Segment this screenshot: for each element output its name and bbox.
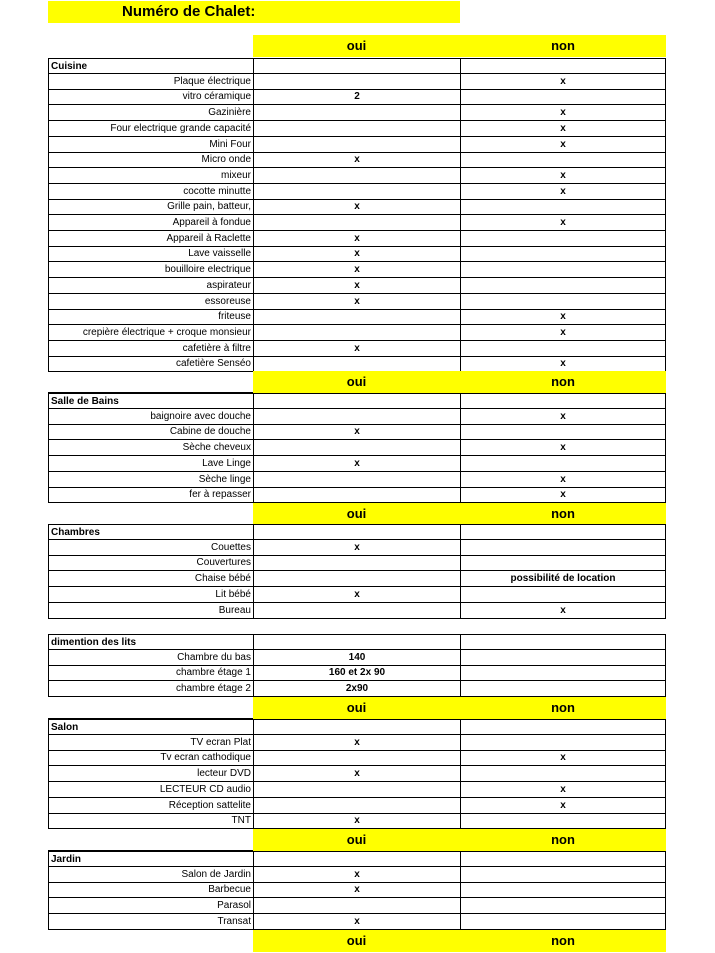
oui-cell[interactable]: x — [253, 341, 460, 357]
section-non-cell[interactable] — [460, 58, 666, 74]
oui-cell[interactable] — [253, 898, 460, 914]
item-label: chambre étage 2 — [48, 681, 253, 697]
item-label: Barbecue — [48, 882, 253, 898]
table-row — [48, 309, 666, 325]
section-oui-cell[interactable] — [253, 634, 460, 650]
item-label: aspirateur — [48, 278, 253, 294]
item-label: mixeur — [48, 168, 253, 184]
table-row — [48, 487, 666, 503]
table-row — [48, 246, 666, 262]
oui-cell[interactable]: 2x90 — [253, 681, 460, 697]
table-row — [48, 231, 666, 247]
section-oui-cell[interactable] — [253, 524, 460, 540]
column-header-row — [48, 697, 666, 719]
oui-cell[interactable] — [253, 137, 460, 153]
non-cell[interactable]: possibilité de location — [460, 571, 666, 587]
table-row — [48, 603, 666, 619]
table-row — [48, 587, 666, 603]
item-label: Lave vaisselle — [48, 246, 253, 262]
table-row — [48, 735, 666, 751]
item-label: Couvertures — [48, 555, 253, 571]
header-oui: oui — [253, 697, 460, 719]
table-row — [48, 898, 666, 914]
item-label: crepière électrique + croque monsieur — [48, 325, 253, 341]
header-non: non — [460, 697, 666, 719]
non-cell[interactable]: x — [460, 168, 666, 184]
oui-cell[interactable]: x — [253, 587, 460, 603]
oui-cell[interactable] — [253, 571, 460, 587]
item-label: Mini Four — [48, 137, 253, 153]
header-non: non — [460, 930, 666, 952]
header-oui: oui — [253, 503, 460, 525]
item-label: Gazinière — [48, 105, 253, 121]
item-label: Chaise bébé — [48, 571, 253, 587]
header-oui: oui — [253, 371, 460, 393]
item-label: bouilloire electrique — [48, 262, 253, 278]
non-cell[interactable] — [460, 650, 666, 666]
header-spacer — [48, 697, 253, 719]
oui-cell[interactable]: x — [253, 766, 460, 782]
oui-cell[interactable]: x — [253, 914, 460, 930]
oui-cell[interactable]: x — [253, 424, 460, 440]
item-label: Cabine de douche — [48, 424, 253, 440]
oui-cell[interactable] — [253, 603, 460, 619]
non-cell[interactable] — [460, 294, 666, 310]
item-label: Four electrique grande capacité — [48, 121, 253, 137]
non-cell[interactable] — [460, 665, 666, 681]
section-title: dimention des lits — [48, 634, 253, 650]
oui-cell[interactable]: x — [253, 735, 460, 751]
oui-cell[interactable]: x — [253, 199, 460, 215]
column-header-row — [48, 829, 666, 851]
non-cell[interactable] — [460, 152, 666, 168]
header-non: non — [460, 503, 666, 525]
item-label: Plaque électrique — [48, 74, 253, 90]
oui-cell[interactable]: x — [253, 456, 460, 472]
table-row — [48, 105, 666, 121]
table-row — [48, 440, 666, 456]
non-cell[interactable]: x — [460, 782, 666, 798]
oui-cell[interactable]: x — [253, 867, 460, 883]
oui-cell[interactable]: x — [253, 152, 460, 168]
section-non-cell[interactable] — [460, 524, 666, 540]
item-label: baignoire avec douche — [48, 409, 253, 425]
item-label: TNT — [48, 813, 253, 829]
table-row — [48, 168, 666, 184]
non-cell[interactable]: x — [460, 409, 666, 425]
item-label: Appareil à fondue — [48, 215, 253, 231]
oui-cell[interactable] — [253, 105, 460, 121]
item-label: fer à repasser — [48, 487, 253, 503]
header-non: non — [460, 35, 666, 57]
item-label: Sèche cheveux — [48, 440, 253, 456]
table-row — [48, 681, 666, 697]
non-cell[interactable]: x — [460, 487, 666, 503]
item-label: Chambre du bas — [48, 650, 253, 666]
header-oui: oui — [253, 35, 460, 57]
item-label: cocotte minutte — [48, 184, 253, 200]
oui-cell[interactable] — [253, 325, 460, 341]
oui-cell[interactable] — [253, 555, 460, 571]
item-label: Tv ecran cathodique — [48, 750, 253, 766]
table-row — [48, 750, 666, 766]
non-cell[interactable] — [460, 766, 666, 782]
header-non: non — [460, 371, 666, 393]
header-spacer — [48, 35, 253, 57]
section-oui-cell[interactable] — [253, 58, 460, 74]
oui-cell[interactable]: 2 — [253, 89, 460, 105]
oui-cell[interactable]: x — [253, 262, 460, 278]
item-label: LECTEUR CD audio — [48, 782, 253, 798]
section-row — [48, 634, 666, 650]
table-row — [48, 782, 666, 798]
non-cell[interactable]: x — [460, 750, 666, 766]
oui-cell[interactable] — [253, 309, 460, 325]
oui-cell[interactable] — [253, 472, 460, 488]
item-label: Parasol — [48, 898, 253, 914]
item-label: Lit bébé — [48, 587, 253, 603]
non-cell[interactable] — [460, 735, 666, 751]
table-row — [48, 456, 666, 472]
oui-cell[interactable]: 160 et 2x 90 — [253, 665, 460, 681]
section-oui-cell[interactable] — [253, 851, 460, 867]
non-cell[interactable]: x — [460, 356, 666, 372]
non-cell[interactable] — [460, 278, 666, 294]
oui-cell[interactable]: x — [253, 813, 460, 829]
oui-cell[interactable]: x — [253, 246, 460, 262]
non-cell[interactable]: x — [460, 325, 666, 341]
item-label: cafetière Senséo — [48, 356, 253, 372]
table-row — [48, 813, 666, 829]
column-header-row — [48, 930, 666, 952]
oui-cell[interactable] — [253, 487, 460, 503]
non-cell[interactable]: x — [460, 798, 666, 814]
oui-cell[interactable]: x — [253, 231, 460, 247]
section-non-cell[interactable] — [460, 393, 666, 409]
header-spacer — [48, 829, 253, 851]
column-header-row — [48, 371, 666, 393]
item-label: Micro onde — [48, 152, 253, 168]
section-row — [48, 58, 666, 74]
table-row — [48, 152, 666, 168]
non-cell[interactable]: x — [460, 74, 666, 90]
non-cell[interactable] — [460, 199, 666, 215]
oui-cell[interactable] — [253, 440, 460, 456]
table-row — [48, 472, 666, 488]
item-label: Réception sattelite — [48, 798, 253, 814]
section-title: Chambres — [48, 524, 253, 540]
header-oui: oui — [253, 829, 460, 851]
table-row — [48, 914, 666, 930]
table-row — [48, 650, 666, 666]
oui-cell[interactable]: x — [253, 540, 460, 556]
non-cell[interactable]: x — [460, 105, 666, 121]
oui-cell[interactable] — [253, 356, 460, 372]
section-title: Cuisine — [48, 58, 253, 74]
section-oui-cell[interactable] — [253, 719, 460, 735]
non-cell[interactable]: x — [460, 309, 666, 325]
oui-cell[interactable] — [253, 121, 460, 137]
non-cell[interactable]: x — [460, 137, 666, 153]
table-row — [48, 409, 666, 425]
oui-cell[interactable] — [253, 184, 460, 200]
non-cell[interactable] — [460, 813, 666, 829]
item-label: Sèche linge — [48, 472, 253, 488]
non-cell[interactable] — [460, 540, 666, 556]
non-cell[interactable] — [460, 555, 666, 571]
header-oui: oui — [253, 930, 460, 952]
item-label: Grille pain, batteur, — [48, 199, 253, 215]
non-cell[interactable]: x — [460, 603, 666, 619]
non-cell[interactable] — [460, 246, 666, 262]
table-row — [48, 278, 666, 294]
table-row — [48, 262, 666, 278]
table-row — [48, 89, 666, 105]
non-cell[interactable] — [460, 882, 666, 898]
table-row — [48, 74, 666, 90]
oui-cell[interactable] — [253, 168, 460, 184]
non-cell[interactable] — [460, 914, 666, 930]
section-title: Salle de Bains — [48, 393, 253, 409]
section-title: Jardin — [48, 851, 253, 867]
non-cell[interactable] — [460, 587, 666, 603]
table-row — [48, 571, 666, 587]
oui-cell[interactable] — [253, 750, 460, 766]
oui-cell[interactable]: x — [253, 294, 460, 310]
non-cell[interactable] — [460, 231, 666, 247]
non-cell[interactable] — [460, 341, 666, 357]
item-label: Bureau — [48, 603, 253, 619]
oui-cell[interactable] — [253, 782, 460, 798]
non-cell[interactable] — [460, 262, 666, 278]
table-row — [48, 555, 666, 571]
non-cell[interactable]: x — [460, 215, 666, 231]
table-row — [48, 766, 666, 782]
table-row — [48, 294, 666, 310]
non-cell[interactable] — [460, 867, 666, 883]
non-cell[interactable]: x — [460, 184, 666, 200]
table-row — [48, 356, 666, 372]
item-label: Appareil à Raclette — [48, 231, 253, 247]
oui-cell[interactable]: 140 — [253, 650, 460, 666]
table-row — [48, 184, 666, 200]
table-row — [48, 199, 666, 215]
section-non-cell[interactable] — [460, 851, 666, 867]
table-row — [48, 540, 666, 556]
header-spacer — [48, 371, 253, 393]
item-label: Transat — [48, 914, 253, 930]
non-cell[interactable] — [460, 681, 666, 697]
table-row — [48, 882, 666, 898]
section-non-cell[interactable] — [460, 719, 666, 735]
non-cell[interactable] — [460, 456, 666, 472]
table-row — [48, 798, 666, 814]
section-row — [48, 851, 666, 867]
column-header-row — [48, 503, 666, 525]
item-label: chambre étage 1 — [48, 665, 253, 681]
section-row — [48, 524, 666, 540]
table-row — [48, 121, 666, 137]
table-row — [48, 341, 666, 357]
header-spacer — [48, 503, 253, 525]
section-title: Salon — [48, 719, 253, 735]
oui-cell[interactable] — [253, 798, 460, 814]
item-label: lecteur DVD — [48, 766, 253, 782]
table-row — [48, 215, 666, 231]
non-cell[interactable] — [460, 89, 666, 105]
table-row — [48, 665, 666, 681]
section-row — [48, 393, 666, 409]
table-row — [48, 137, 666, 153]
item-label: vitro céramique — [48, 89, 253, 105]
oui-cell[interactable]: x — [253, 278, 460, 294]
oui-cell[interactable] — [253, 409, 460, 425]
item-label: Lave Linge — [48, 456, 253, 472]
item-label: essoreuse — [48, 294, 253, 310]
item-label: friteuse — [48, 309, 253, 325]
section-non-cell[interactable] — [460, 634, 666, 650]
header-non: non — [460, 829, 666, 851]
non-cell[interactable]: x — [460, 121, 666, 137]
column-header-row — [48, 35, 666, 57]
non-cell[interactable]: x — [460, 440, 666, 456]
oui-cell[interactable]: x — [253, 882, 460, 898]
table-row — [48, 424, 666, 440]
header-spacer — [48, 930, 253, 952]
non-cell[interactable] — [460, 424, 666, 440]
section-oui-cell[interactable] — [253, 393, 460, 409]
non-cell[interactable] — [460, 898, 666, 914]
item-label: cafetière à filtre — [48, 341, 253, 357]
item-label: TV ecran Plat — [48, 735, 253, 751]
section-row — [48, 719, 666, 735]
item-label: Salon de Jardin — [48, 867, 253, 883]
oui-cell[interactable] — [253, 215, 460, 231]
table-row — [48, 867, 666, 883]
table-row — [48, 325, 666, 341]
non-cell[interactable]: x — [460, 472, 666, 488]
chalet-number-title: Numéro de Chalet: — [122, 3, 256, 20]
oui-cell[interactable] — [253, 74, 460, 90]
item-label: Couettes — [48, 540, 253, 556]
